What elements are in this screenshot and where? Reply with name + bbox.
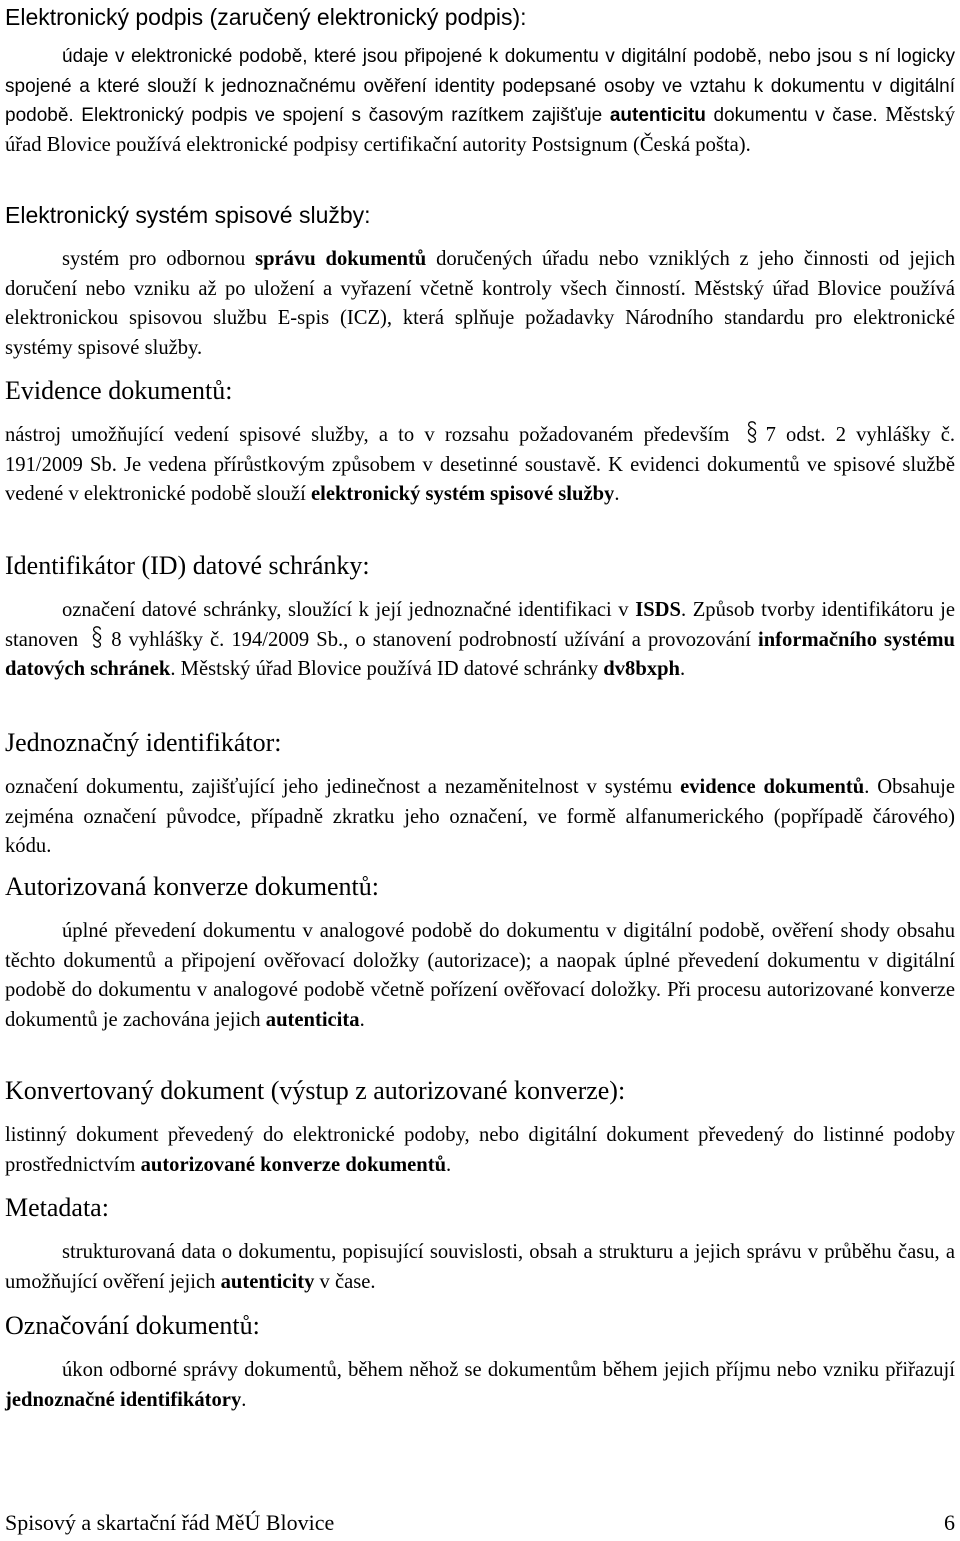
text-run: nástroj umožňující vedení spisové služby, a to v rozsahu požadovaném především [5, 424, 740, 446]
section-converted-document [5, 1076, 955, 1180]
text-run: . Obsahuje zejména označení původce, případně zkratku jeho označení, ve formě alfanumerického (popřípadě čárového) kódu. [5, 776, 956, 857]
bold-term: autorizované konverze dokumentů [140, 1153, 447, 1176]
section-heading: Elektronický podpis (zaručený elektronický podpis): [5, 4, 527, 30]
text-run: . [680, 658, 686, 680]
section-text [5, 421, 955, 510]
page-footer [5, 1510, 955, 1536]
text-run: údaje v elektronické podobě, které jsou připojené k dokumentu v digitální podobě, nebo jsou s ní logicky spojené a které slouží k jednoznačnému ověření identity podepsané osoby ve vztahu k dokumentu v digitální podobě. Elektronický podpis ve spojení s časovým razítkem zajišťuje [5, 46, 955, 126]
bold-term: dv8bxph [603, 658, 680, 680]
text-run: úplné převedení dokumentu v analogové podobě do dokumentu v digitální podobě, ověření shody obsahu těchto dokumentů a připojení ověřovací doložky (autorizace); a naopak úplné převedení dokumentu v digitální podobě do dokumentu v analogové podobě včetně pořízení ověřovací doložky. Při procesu autorizované konverze dokumentů je zachována jejich [5, 920, 955, 1031]
section-document-marking [5, 1311, 955, 1415]
section-heading: Elektronický systém spisové služby: [5, 202, 371, 228]
text-run: listinný dokument převedený do elektronické podoby, nebo digitální dokument převedený do listinné podoby prostřednictvím [5, 1124, 955, 1176]
text-run: Městský úřad Blovice používá elektronické podpisy certifikační autority Postsignum (Česká pošta). [5, 104, 955, 156]
section-text [5, 245, 955, 363]
section-heading: Označování dokumentů: [5, 1311, 260, 1340]
bold-term: ISDS [635, 599, 681, 621]
text-run: označení datové schránky, sloužící k její jednoznačné identifikaci v [62, 599, 636, 621]
section-heading: Autorizovaná konverze dokumentů: [5, 872, 379, 901]
section-text [5, 42, 955, 160]
text-run: úkon odborné správy dokumentů, během něhož se dokumentům během jejich příjmu nebo vzniku přiřazují [62, 1359, 955, 1381]
text-run: dokumentu v čase. [705, 105, 878, 126]
text-run: . [241, 1388, 247, 1411]
paragraph-sign-icon [85, 626, 111, 648]
bold-term: informačního systému datových schránek [5, 628, 955, 680]
section-text [5, 1356, 955, 1415]
section-heading: Jednoznačný identifikátor: [5, 728, 282, 757]
bold-term: autenticita [265, 1008, 360, 1031]
section-authorized-conversion [5, 872, 955, 1035]
text-run: . [359, 1008, 365, 1031]
section-document-registry [5, 376, 955, 510]
section-metadata [5, 1193, 955, 1297]
bold-term: elektronický systém spisové služby [310, 483, 615, 505]
bold-term: autenticity [220, 1270, 315, 1293]
section-data-box-id [5, 551, 955, 685]
text-run: . [614, 483, 620, 505]
text-run: systém pro odbornou [62, 248, 256, 270]
text-run: . [446, 1153, 452, 1176]
section-heading: Evidence dokumentů: [5, 376, 233, 405]
section-heading: Konvertovaný dokument (výstup z autorizované konverze): [5, 1076, 626, 1105]
text-run: . Způsob tvorby identifikátoru je stanoven [5, 599, 955, 651]
section-heading: Metadata: [5, 1193, 109, 1222]
section-text [5, 596, 955, 685]
bold-term: správu dokumentů [255, 248, 427, 270]
text-run: 8 vyhlášky č. 194/2009 Sb. [111, 628, 344, 651]
bold-term: autenticitu [609, 105, 706, 126]
text-run: , o stanovení podrobností užívání a provozování [343, 628, 758, 651]
section-unique-identifier [5, 728, 955, 862]
section-records-system [5, 200, 955, 363]
text-run: označení dokumentu, zajišťující jeho jedinečnost a nezaměnitelnost v systému [5, 776, 681, 798]
text-run: strukturovaná data o dokumentu, popisující souvislosti, obsah a strukturu a jejich správu v průběhu času, a umožňující ověření jejich [5, 1241, 955, 1293]
bold-term: evidence dokumentů [680, 776, 865, 798]
text-run: . Městský úřad Blovice používá ID datové schránky [170, 658, 604, 680]
section-text [5, 1238, 955, 1297]
text-run: 7 odst. 2 vyhlášky č. 191/2009 Sb. Je vedena přírůstkovým způsobem v desetinné soustavě. K evidenci dokumentů ve spisové službě vedené v elektronické podobě slouží [5, 424, 955, 505]
text-run: doručených úřadu nebo vzniklých z jeho činnosti od jejich doručení nebo vzniku až po uložení a vyřazení včetně kontroly všech činností. Městský úřad Blovice používá elektronickou spisovou službu E-spis (ICZ), která splňuje požadavky Národního standardu pro elektronické systémy spisové služby. [5, 248, 955, 359]
paragraph-sign-icon [740, 421, 766, 443]
section-text [5, 917, 955, 1035]
section-text [5, 1121, 955, 1180]
page-number: 6 [944, 1510, 955, 1535]
footer-title: Spisový a skartační řád MěÚ Blovice [5, 1510, 335, 1535]
bold-term: jednoznačné identifikátory [5, 1388, 242, 1411]
text-run: v čase. [314, 1270, 376, 1293]
section-electronic-signature [5, 2, 955, 160]
section-heading: Identifikátor (ID) datové schránky: [5, 551, 370, 580]
section-text [5, 773, 955, 862]
